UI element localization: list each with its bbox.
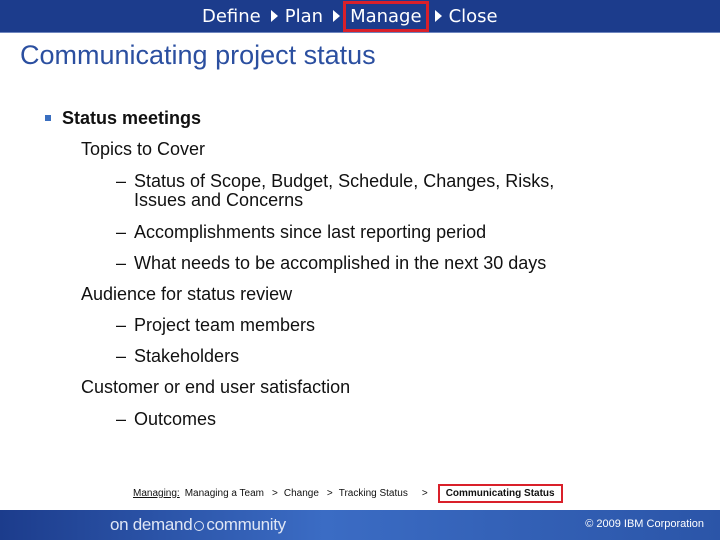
list-item: – Stakeholders (116, 346, 240, 366)
breadcrumb-item[interactable]: Managing a Team (184, 487, 265, 499)
list-item: Audience for status review (81, 284, 293, 304)
copyright-text: © 2009 IBM Corporation (585, 518, 704, 530)
breadcrumb-separator: > (272, 487, 278, 499)
breadcrumb-item[interactable]: Change (283, 487, 319, 499)
nav-step-plan[interactable]: Plan (284, 5, 324, 27)
dash-marker: – (116, 253, 127, 273)
breadcrumb-item[interactable]: Tracking Status (338, 487, 408, 499)
slide-title: Communicating project status (20, 40, 376, 70)
dash-marker: – (116, 315, 127, 335)
nav-step-define[interactable]: Define (202, 5, 261, 27)
list-item: – Status of Scope, Budget, Schedule, Changes, Risks, (116, 171, 555, 191)
brand-logo: on demand community (110, 515, 286, 534)
breadcrumb-separator: > (421, 487, 428, 499)
list-item: Customer or end user satisfaction (81, 377, 351, 397)
list-item-continuation: Issues and Concerns (134, 190, 304, 210)
main-bullet: Status meetings (62, 108, 202, 128)
breadcrumb (133, 484, 563, 502)
nav-step-manage[interactable]: Manage (343, 1, 429, 32)
list-item: – Project team members (116, 315, 316, 335)
list-item: – Outcomes (116, 409, 217, 429)
nav-step-close[interactable]: Close (448, 5, 498, 27)
list-item: Topics to Cover (81, 139, 206, 159)
circle-icon (194, 521, 204, 531)
breadcrumb-current[interactable]: Communicating Status (438, 484, 563, 503)
dash-marker: – (116, 409, 127, 429)
breadcrumb-separator: > (326, 487, 333, 499)
list-item: – What needs to be accomplished in the next 30 days (116, 253, 547, 273)
square-bullet-icon (45, 115, 51, 121)
dash-marker: – (116, 171, 127, 191)
breadcrumb-lead[interactable]: Managing: (133, 487, 180, 499)
footer-bar (0, 510, 720, 540)
dash-marker: – (116, 346, 127, 366)
list-item: – Accomplishments since last reporting period (116, 222, 487, 242)
dash-marker: – (116, 222, 127, 242)
